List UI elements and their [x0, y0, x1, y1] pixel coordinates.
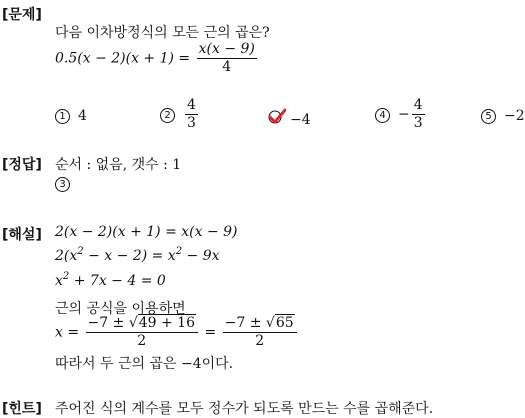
choice-fraction	[185, 98, 198, 131]
solution-line-1: 2(x − 2)(x + 1) = x(x − 9)	[55, 224, 238, 240]
choice-fraction	[412, 98, 425, 131]
fraction-numerator	[86, 316, 198, 333]
x-equals: x =	[55, 324, 80, 341]
question-text: 다음 이차방정식의 모든 근의 곱은?	[55, 25, 270, 41]
fraction-numerator: 4	[413, 97, 423, 113]
check-icon	[268, 108, 284, 124]
hint-text: 주어진 식의 계수를 모두 정수가 되도록 만드는 수를 곱해준다.	[55, 401, 434, 417]
choice-mark: 4	[375, 108, 390, 123]
solution-line-2	[55, 248, 220, 264]
sqrt-symbol: √49 + 16	[128, 315, 195, 331]
line3-part-b: + 7x − 4 = 0	[69, 273, 166, 289]
choice-5[interactable]	[481, 108, 525, 124]
problem-equation	[55, 42, 259, 75]
superscript: 2	[62, 271, 70, 282]
choice-2[interactable]	[160, 98, 200, 131]
quadratic-fraction-2	[223, 316, 297, 349]
numerator-prefix: −7 ±	[224, 315, 266, 331]
section-label-hint: [힌트]	[2, 401, 42, 417]
fraction-denominator: 2	[255, 333, 265, 349]
line2-part-b: − x − 2) = x	[83, 248, 176, 264]
numerator-prefix: −7 ±	[87, 315, 129, 331]
line2-part-a: 2(x	[55, 248, 78, 264]
choice-value: 4	[78, 108, 87, 124]
radicand: 65	[275, 315, 294, 331]
choice-mark: 5	[481, 109, 496, 124]
solution-line-3	[55, 273, 166, 289]
fraction-numerator: 4	[187, 97, 196, 113]
choice-mark: 2	[160, 108, 175, 123]
answer-circle: 3	[55, 177, 70, 192]
choice-mark: 1	[55, 109, 70, 124]
equation-denominator: 4	[222, 59, 232, 75]
choice-1[interactable]	[55, 108, 87, 124]
section-label-solution: [해설]	[2, 227, 42, 243]
solution-line-4: 근의 공식을 이용하면	[55, 301, 186, 317]
answer-meta: 순서 : 없음, 갯수 : 1	[55, 157, 182, 173]
quadratic-fraction-1	[86, 316, 198, 349]
fraction-denominator: 3	[413, 115, 423, 131]
fraction-denominator: 2	[137, 333, 147, 349]
equation-fraction	[197, 42, 257, 75]
equals-sign: =	[204, 324, 217, 341]
choice-4[interactable]	[375, 98, 427, 131]
superscript: 2	[77, 246, 84, 257]
equation-lhs: 0.5(x − 2)(x + 1) =	[55, 50, 191, 67]
superscript: 2	[175, 246, 183, 257]
choice-3[interactable]	[268, 108, 311, 128]
sqrt-symbol: √65	[265, 315, 294, 331]
solution-line-5	[55, 316, 299, 349]
choice-sign: −	[398, 106, 410, 123]
equation-numerator: x(x − 9)	[198, 41, 255, 57]
choice-value: −4	[290, 112, 311, 128]
solution-line-6: 따라서 두 근의 곱은 −4이다.	[55, 356, 234, 372]
line2-part-c: − 9x	[182, 248, 220, 264]
section-label-problem: [문제]	[2, 7, 42, 23]
fraction-numerator	[223, 316, 297, 333]
radicand: 49 + 16	[138, 315, 195, 331]
line3-part-a: x	[55, 273, 63, 289]
choice-value: −2	[504, 108, 525, 124]
section-label-answer: [정답]	[2, 157, 42, 173]
answer-mark	[55, 176, 70, 192]
fraction-denominator: 3	[187, 115, 196, 131]
